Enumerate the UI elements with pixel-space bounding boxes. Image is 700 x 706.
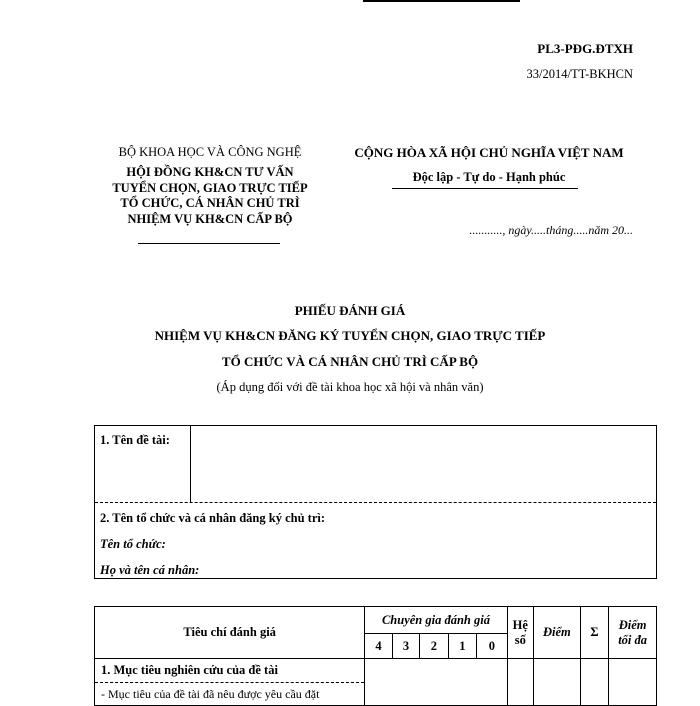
- criterion-1-max-cell[interactable]: [609, 659, 657, 706]
- criterion-1-rating-cell[interactable]: [365, 659, 507, 683]
- criteria-table: [94, 606, 657, 706]
- criterion-1-label: 1. Mục tiêu nghiên cứu của đề tài: [95, 659, 365, 683]
- score-2-header: 2: [420, 634, 448, 659]
- council-line-4: NHIỆM VỤ KH&CN CẤP BỘ: [127, 211, 293, 226]
- info-box-divider: [190, 426, 191, 502]
- criterion-1-sum-cell[interactable]: [580, 659, 608, 706]
- council-line-2: TUYỂN CHỌN, GIAO TRỰC TIẾP: [112, 180, 308, 195]
- form-title-line-2: NHIỆM VỤ KH&CN ĐĂNG KÝ TUYỂN CHỌN, GIAO TRỰC TIẾP: [154, 328, 546, 343]
- score-0-header: 0: [477, 634, 507, 659]
- criterion-1-sub-rating-cell[interactable]: [365, 683, 507, 706]
- max-points-header: [609, 607, 657, 659]
- organization-label: Tên tổ chức:: [100, 537, 166, 551]
- points-header: Điểm: [534, 607, 581, 659]
- sum-header: Σ: [580, 607, 608, 659]
- form-title: PHIẾU ĐÁNH GIÁ: [294, 303, 406, 318]
- score-1-header: 1: [448, 634, 476, 659]
- criterion-1-coefficient-cell[interactable]: [507, 659, 533, 706]
- criteria-header: Tiêu chí đánh giá: [95, 607, 365, 659]
- coefficient-header: [507, 607, 533, 659]
- max-points-header-line-2: tối đa: [618, 632, 648, 647]
- individual-name-label: Họ và tên cá nhân:: [100, 563, 200, 577]
- form-code: PL3-PĐG.ĐTXH: [537, 41, 633, 56]
- council-line-1: HỘI ĐỒNG KH&CN TƯ VẤN: [126, 165, 294, 179]
- national-motto: Độc lập - Tự do - Hạnh phúc: [412, 170, 566, 184]
- council-name: [80, 165, 340, 227]
- motto-underline: [392, 188, 578, 189]
- circular-number: 33/2014/TT-BKHCN: [526, 67, 633, 81]
- republic-name: CỘNG HÒA XÃ HỘI CHỦ NGHĨA VIỆT NAM: [354, 145, 624, 160]
- topic-label: 1. Tên đề tài:: [100, 433, 170, 447]
- applicant-section-label: 2. Tên tổ chức và cá nhân đăng ký chủ trì:: [100, 511, 326, 525]
- max-points-header-line-1: Điểm: [618, 617, 647, 632]
- form-title-line-3: TỔ CHỨC VÀ CÁ NHÂN CHỦ TRÌ CẤP BỘ: [221, 354, 479, 369]
- council-line-3: TỔ CHỨC, CÁ NHÂN CHỦ TRÌ: [120, 196, 300, 210]
- info-box-dashed-separator: [95, 502, 656, 503]
- coefficient-header-line-1: Hệ: [512, 617, 528, 632]
- form-subtitle: (Áp dụng đối với đề tài khoa học xã hội và nhân văn): [216, 380, 484, 394]
- score-4-header: 4: [365, 634, 392, 659]
- ministry-name: BỘ KHOA HỌC VÀ CÔNG NGHỆ: [118, 145, 302, 159]
- criterion-1-points-cell[interactable]: [534, 659, 581, 706]
- top-edge-bar: [363, 0, 520, 2]
- date-line: ..........., ngày.....tháng.....năm 20...: [469, 223, 633, 237]
- council-underline: [138, 243, 280, 244]
- table-row: [95, 659, 657, 683]
- topic-field[interactable]: [192, 428, 654, 500]
- score-3-header: 3: [392, 634, 419, 659]
- expert-rating-header: Chuyên gia đánh giá: [365, 607, 507, 634]
- criterion-1-sub-label: - Mục tiêu của đề tài đã nêu được yêu cầu đặt: [95, 683, 365, 706]
- coefficient-header-line-2: số: [514, 632, 526, 647]
